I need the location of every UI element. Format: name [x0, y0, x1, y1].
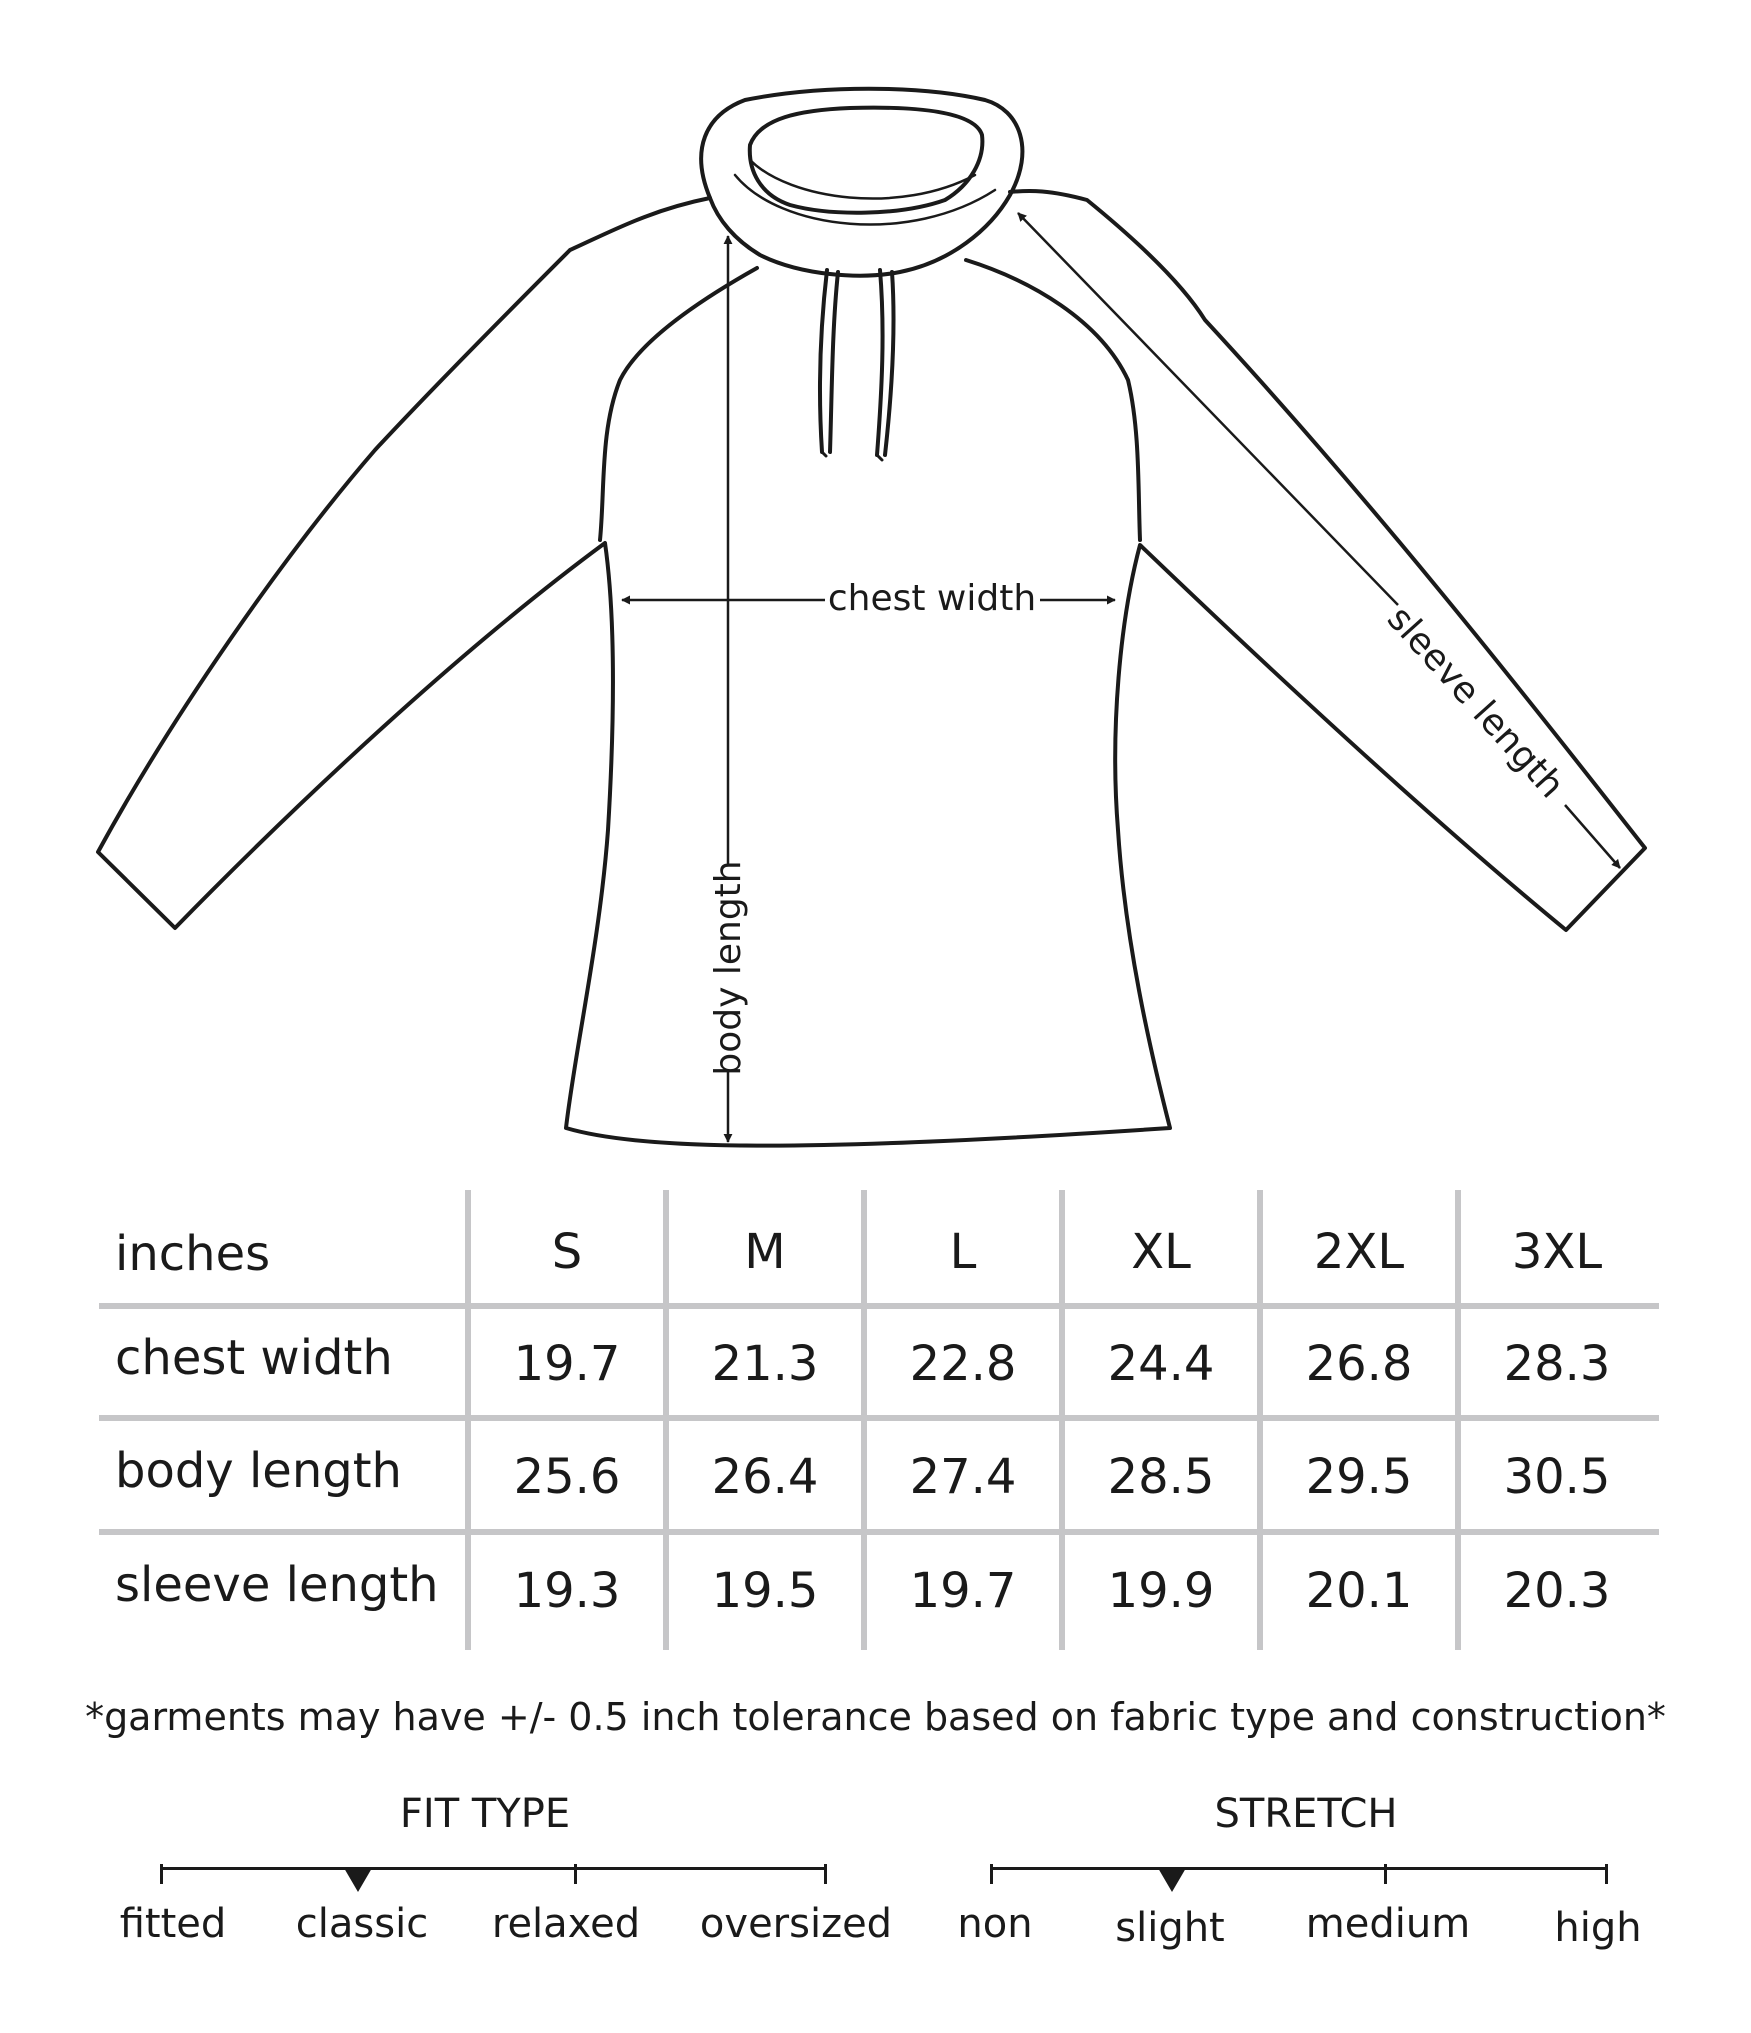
table-cell: 19.3: [513, 1563, 621, 1619]
table-cell: 28.5: [1107, 1449, 1215, 1505]
stretch-tick: [990, 1864, 993, 1884]
fit-type-tick: [824, 1864, 827, 1884]
table-cell: 19.7: [909, 1563, 1017, 1619]
row-label-sleeve-length: sleeve length: [115, 1557, 439, 1613]
table-cell: 26.8: [1305, 1336, 1413, 1392]
table-divider: [99, 1529, 1659, 1535]
stretch-marker: [1158, 1868, 1186, 1892]
chest-width-label: chest width: [827, 578, 1037, 619]
row-label-body-length: body length: [115, 1443, 402, 1499]
size-header: 2XL: [1313, 1224, 1405, 1280]
sleeve-arrow-down: [1565, 805, 1620, 868]
table-cell: 24.4: [1107, 1336, 1215, 1392]
tolerance-note: *garments may have +/- 0.5 inch tolerance based on fabric type and construction*: [85, 1695, 1666, 1739]
table-cell: 25.6: [513, 1449, 621, 1505]
size-header: S: [551, 1224, 583, 1280]
sleeve-length-label: sleeve length: [1379, 598, 1572, 807]
sleeve-arrow-up: [1018, 213, 1398, 605]
size-header: M: [744, 1224, 786, 1280]
fit-type-scale-line: [160, 1867, 827, 1870]
fit-type-option: oversized: [699, 1901, 893, 1947]
size-header: XL: [1131, 1224, 1191, 1280]
table-divider: [99, 1303, 1659, 1309]
drawstring-right: [877, 270, 883, 455]
fit-type-option: fitted: [119, 1901, 227, 1947]
garment-outline: [98, 191, 1645, 1146]
table-cell: 20.1: [1305, 1563, 1413, 1619]
collar-inner: [750, 108, 983, 213]
row-label-chest-width: chest width: [115, 1330, 393, 1386]
table-cell: 27.4: [909, 1449, 1017, 1505]
table-cell: 28.3: [1503, 1336, 1611, 1392]
collar-outer: [701, 89, 1022, 276]
raglan-seam-left: [600, 268, 757, 540]
fit-type-marker: [344, 1868, 372, 1892]
stretch-option: medium: [1305, 1901, 1471, 1947]
fit-type-tick: [574, 1864, 577, 1884]
stretch-option: non: [957, 1901, 1033, 1947]
table-cell: 19.9: [1107, 1563, 1215, 1619]
stretch-option: high: [1554, 1905, 1642, 1951]
stretch-scale-line: [990, 1867, 1608, 1870]
unit-label: inches: [115, 1226, 271, 1282]
body-length-label: body length: [708, 860, 749, 1076]
fit-type-option: classic: [295, 1901, 429, 1947]
stretch-option: slight: [1115, 1905, 1225, 1951]
stretch-title: STRETCH: [1214, 1791, 1398, 1837]
size-table: [99, 1190, 1659, 1650]
size-header: 3XL: [1511, 1224, 1603, 1280]
raglan-seam-right: [966, 260, 1140, 540]
table-divider: [99, 1415, 1659, 1421]
table-cell: 20.3: [1503, 1563, 1611, 1619]
size-header: L: [949, 1224, 977, 1280]
fit-type-option: relaxed: [491, 1901, 641, 1947]
stretch-tick: [1605, 1864, 1608, 1884]
table-cell: 30.5: [1503, 1449, 1611, 1505]
table-cell: 19.7: [513, 1336, 621, 1392]
table-cell: 21.3: [711, 1336, 819, 1392]
fit-type-title: FIT TYPE: [399, 1791, 571, 1837]
table-cell: 26.4: [711, 1449, 819, 1505]
stretch-tick: [1384, 1864, 1387, 1884]
table-cell: 29.5: [1305, 1449, 1413, 1505]
table-cell: 19.5: [711, 1563, 819, 1619]
drawstring-left: [820, 270, 827, 452]
table-cell: 22.8: [909, 1336, 1017, 1392]
fit-type-tick: [160, 1864, 163, 1884]
